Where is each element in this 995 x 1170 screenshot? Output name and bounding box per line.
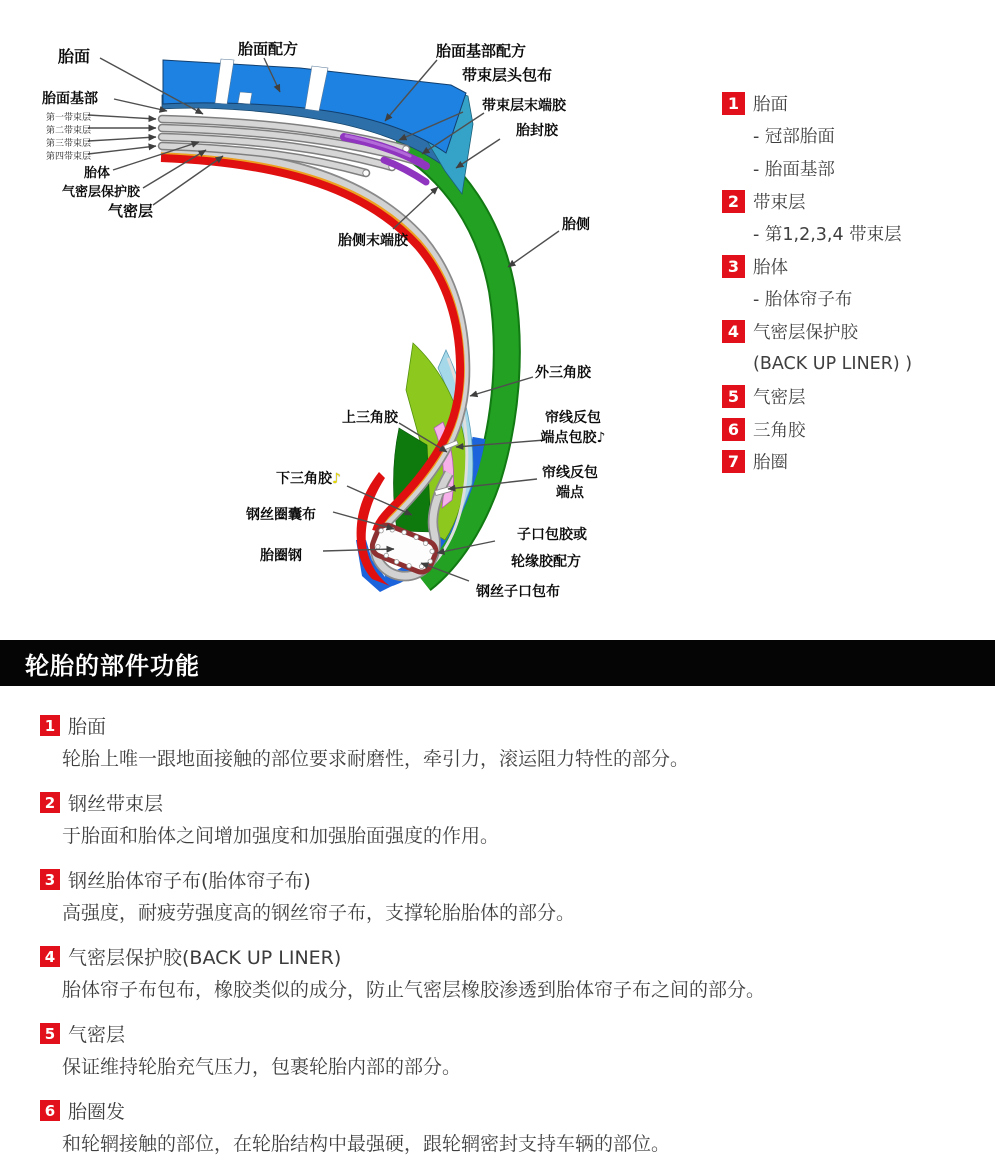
function-description: 胎体帘子布包布，橡胶类似的成分，防止气密层橡胶渗透到胎体帘子布之间的部分。 [62,979,766,1001]
label-belt-end-rubber: 带束层末端胶 [482,98,566,114]
label-chafer-line2: 轮缘胶配方 [511,554,581,570]
function-item [40,1097,970,1157]
label-sidewall-end-rubber: 胎侧末端胶 [338,233,408,249]
label-belt3: 第三带束层 [46,139,92,149]
legend-number-badge: 6 [722,418,745,441]
label-carcass: 胎体 [84,166,111,181]
label-cord-end: 帘线反包 端点 [542,465,598,501]
function-number-badge: 3 [40,869,60,890]
function-description: 轮胎上唯一跟地面接触的部位要求耐磨性，牵引力，滚运阻力特性的部分。 [62,748,690,770]
label-wire-wrap: 钢丝子口包布 [476,584,560,600]
note-icon: ♪ [332,471,341,487]
label-chafer-line1: 子口包胶或 [517,527,587,543]
function-item [40,943,970,1003]
legend-item: 4 气密层保护胶 [722,315,912,348]
parts-legend [722,87,912,478]
function-label: 钢丝带束层 [68,793,164,815]
legend-item: 1 胎面 [722,87,912,120]
function-description: 和轮辋接触的部位，在轮胎结构中最强硬，跟轮辋密封支持车辆的部位。 [62,1133,671,1155]
label-outer-apex: 外三角胶 [535,365,591,381]
label-lower-apex: 下三角胶♪ [276,471,341,487]
legend-subitem: - 胎面基部 [753,159,835,180]
label-upper-apex: 上三角胶 [342,410,398,426]
label-sidewall: 胎侧 [562,217,590,233]
function-number-badge: 6 [40,1100,60,1121]
function-item [40,1020,970,1080]
label-cord-wrap: 帘线反包 端点包胶♪ [540,410,606,446]
legend-number-badge: 5 [722,385,745,408]
legend-subitem: - 冠部胎面 [753,127,835,148]
function-label: 胎圈发 [68,1101,126,1123]
label-tread-compound: 胎面配方 [238,40,299,58]
legend-item: 6 三角胶 [722,413,912,446]
legend-number-badge: 1 [722,92,745,115]
label-belt1: 第一带束层 [46,113,92,123]
function-number-badge: 2 [40,792,60,813]
function-item [40,712,970,772]
legend-subitem: (BACK UP LINER) ) [753,354,913,375]
legend-item: 5 气密层 [722,380,912,413]
legend-item: 7 胎圈 [722,446,912,479]
function-description: 保证维持轮胎充气压力，包裹轮胎内部的部分。 [62,1056,462,1078]
function-item [40,789,970,849]
legend-number-badge: 4 [722,320,745,343]
label-belt4: 第四带束层 [46,152,92,162]
label-liner: 气密层 [108,202,154,220]
label-seal-rubber: 胎封胶 [516,123,558,139]
label-tread-base-compound: 胎面基部配方 [436,42,527,60]
label-belt2: 第二带束层 [46,126,92,136]
label-bead-steel: 胎圈钢 [260,548,302,564]
label-tread: 胎面 [58,47,91,66]
label-bead-cloth: 钢丝圈囊布 [246,507,316,523]
function-label: 气密层保护胶(BACK UP LINER) [68,947,342,969]
section-header-bar [0,640,995,686]
function-number-badge: 1 [40,715,60,736]
legend-item: 2 带束层 [722,185,912,218]
function-item [40,866,970,926]
function-label: 气密层 [68,1024,126,1046]
function-number-badge: 5 [40,1023,60,1044]
legend-number-badge: 3 [722,255,745,278]
section-title: 轮胎的部件功能 [25,651,200,680]
function-label: 胎面 [68,716,107,738]
label-liner-protect: 气密层保护胶 [62,185,141,200]
function-description: 高强度，耐疲劳强度高的钢丝帘子布，支撑轮胎胎体的部分。 [62,902,576,924]
legend-number-badge: 2 [722,190,745,213]
function-label: 钢丝胎体帘子布(胎体帘子布) [68,870,311,892]
function-description: 于胎面和胎体之间增加强度和加强胎面强度的作用。 [62,825,500,847]
tread-groove [238,92,252,104]
legend-subitem: - 胎体帘子布 [753,290,853,311]
legend-item: 3 胎体 [722,250,912,283]
label-tread-base: 胎面基部 [42,91,98,107]
legend-number-badge: 7 [722,450,745,473]
function-number-badge: 4 [40,946,60,967]
label-belt-head-wrap: 带束层头包布 [462,66,553,84]
tire-cross-section-diagram [0,0,700,632]
tire-illustration [0,0,700,632]
functions-list [40,712,970,1170]
legend-subitem: - 第1,2,3,4 带束层 [753,225,902,246]
